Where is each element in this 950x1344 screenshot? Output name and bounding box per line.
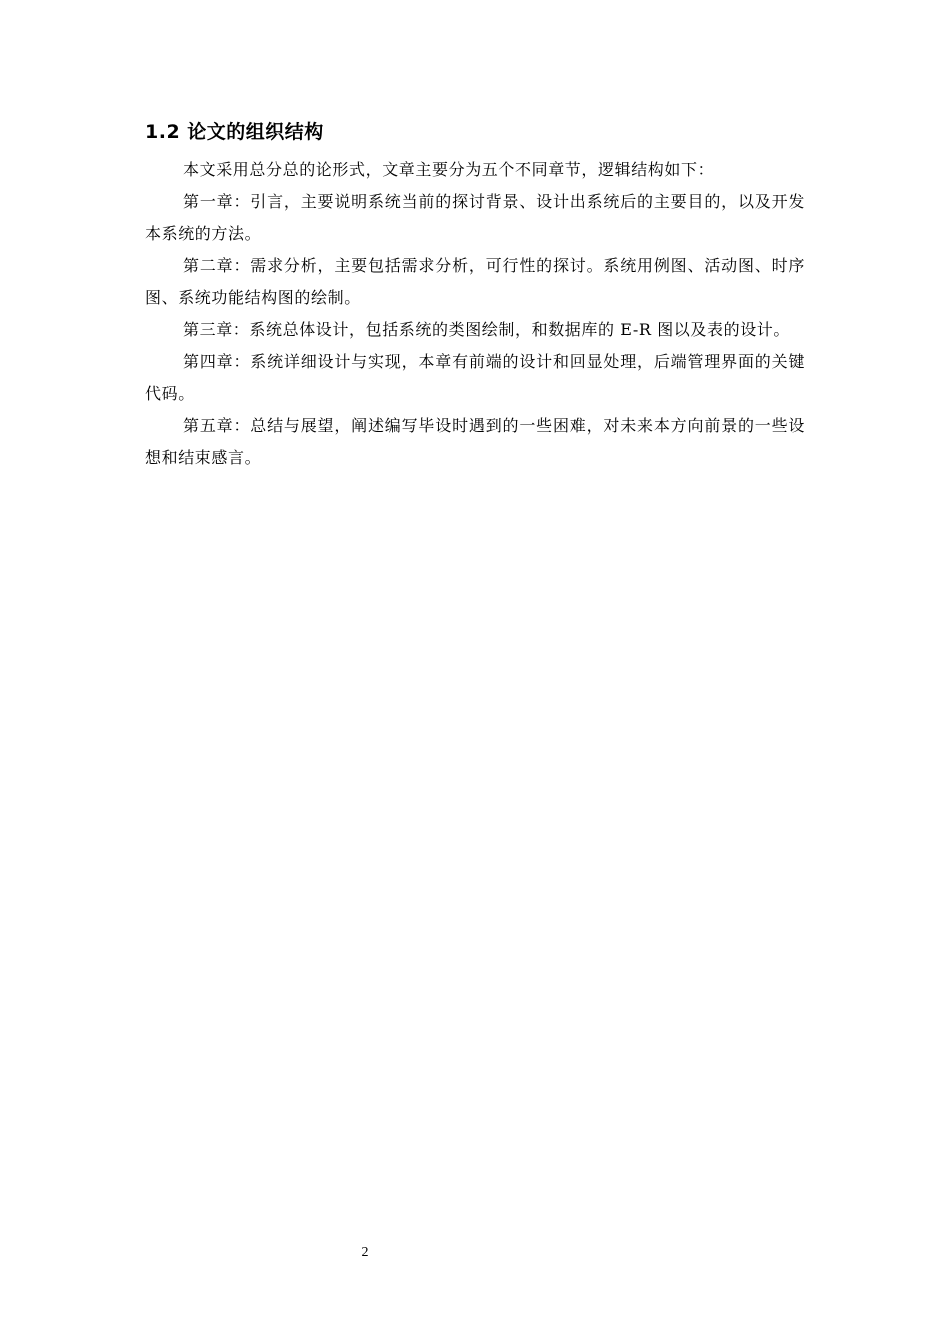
paragraph-chapter-1: 第一章：引言，主要说明系统当前的探讨背景、设计出系统后的主要目的，以及开发本系统的方法。 [145,192,805,243]
section-heading: 1.2 论文的组织结构 [145,121,324,143]
paragraph-chapter-2: 第二章：需求分析，主要包括需求分析，可行性的探讨。系统用例图、活动图、时序图、系统功能结构图的绘制。 [145,256,805,307]
paragraph-chapter-3: 第三章：系统总体设计，包括系统的类图绘制，和数据库的 E-R 图以及表的设计。 [183,320,791,339]
page-content [145,118,805,474]
paragraph-chapter-4: 第四章：系统详细设计与实现，本章有前端的设计和回显处理，后端管理界面的关键代码。 [145,352,805,403]
paragraph-chapter-5: 第五章：总结与展望，阐述编写毕设时遇到的一些困难，对未来本方向前景的一些设想和结束感言。 [145,416,805,467]
paragraph-intro: 本文采用总分总的论形式，文章主要分为五个不同章节，逻辑结构如下： [183,160,715,179]
page-number: 2 [361,1245,369,1260]
